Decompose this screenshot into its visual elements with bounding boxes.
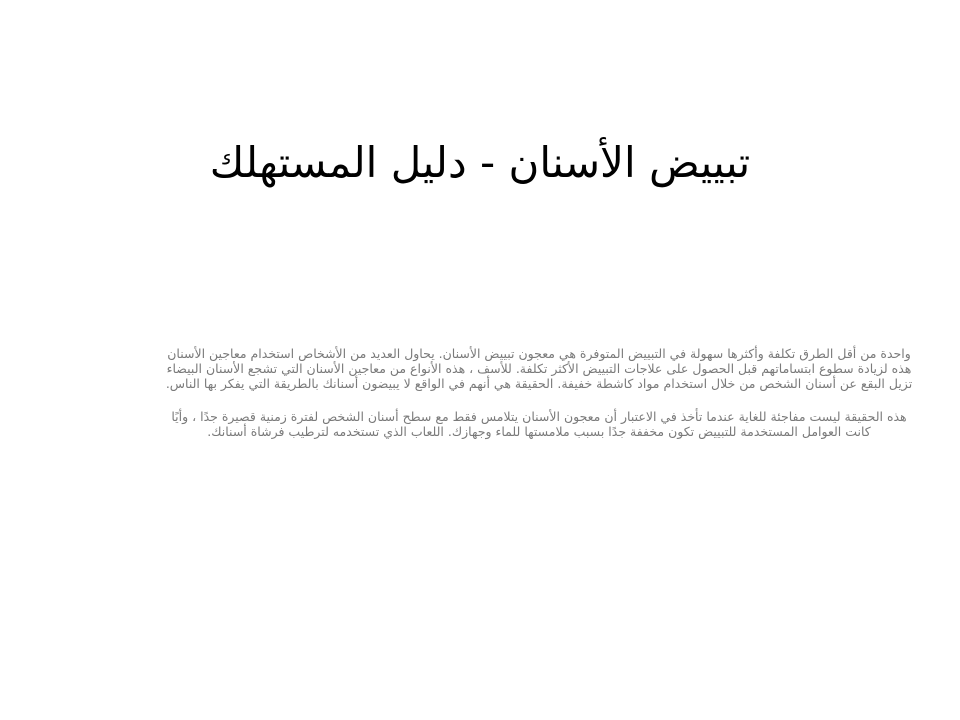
slide-title: تبييض الأسنان - دليل المستهلك [209, 138, 751, 187]
body-paragraph: واحدة من أقل الطرق تكلفة وأكثرها سهولة في التبييض المتوفرة هي معجون تبييض الأسنان. يحاول العديد من الأشخاص استخدام معاجين الأسنان هذه لزيادة سطوع ابتساماتهم قبل الحصول على علاجات التبييض الأكثر تكلفة. للأسف ، هذه الأنواع من معاجين الأسنان التي تشجع الأسنان البيضاء تزيل البقع عن أسنان الشخص من خلال استخدام مواد كاشطة خفيفة. الحقيقة هي أنهم في الواقع لا يبيضون أسنانك بالطريقة التي يفكر بها الناس. [165, 346, 913, 391]
body-paragraph: هذه الحقيقة ليست مفاجئة للغاية عندما تأخذ في الاعتبار أن معجون الأسنان يتلامس فقط مع سطح أسنان الشخص لفترة زمنية قصيرة جدًا ، وأيًا كانت العوامل المستخدمة للتبييض تكون مخففة جدًا بسبب ملامستها للماء وجهازك. اللعاب الذي تستخدمه لترطيب فرشاة أسنانك. [171, 409, 907, 439]
slide-body [160, 346, 918, 457]
